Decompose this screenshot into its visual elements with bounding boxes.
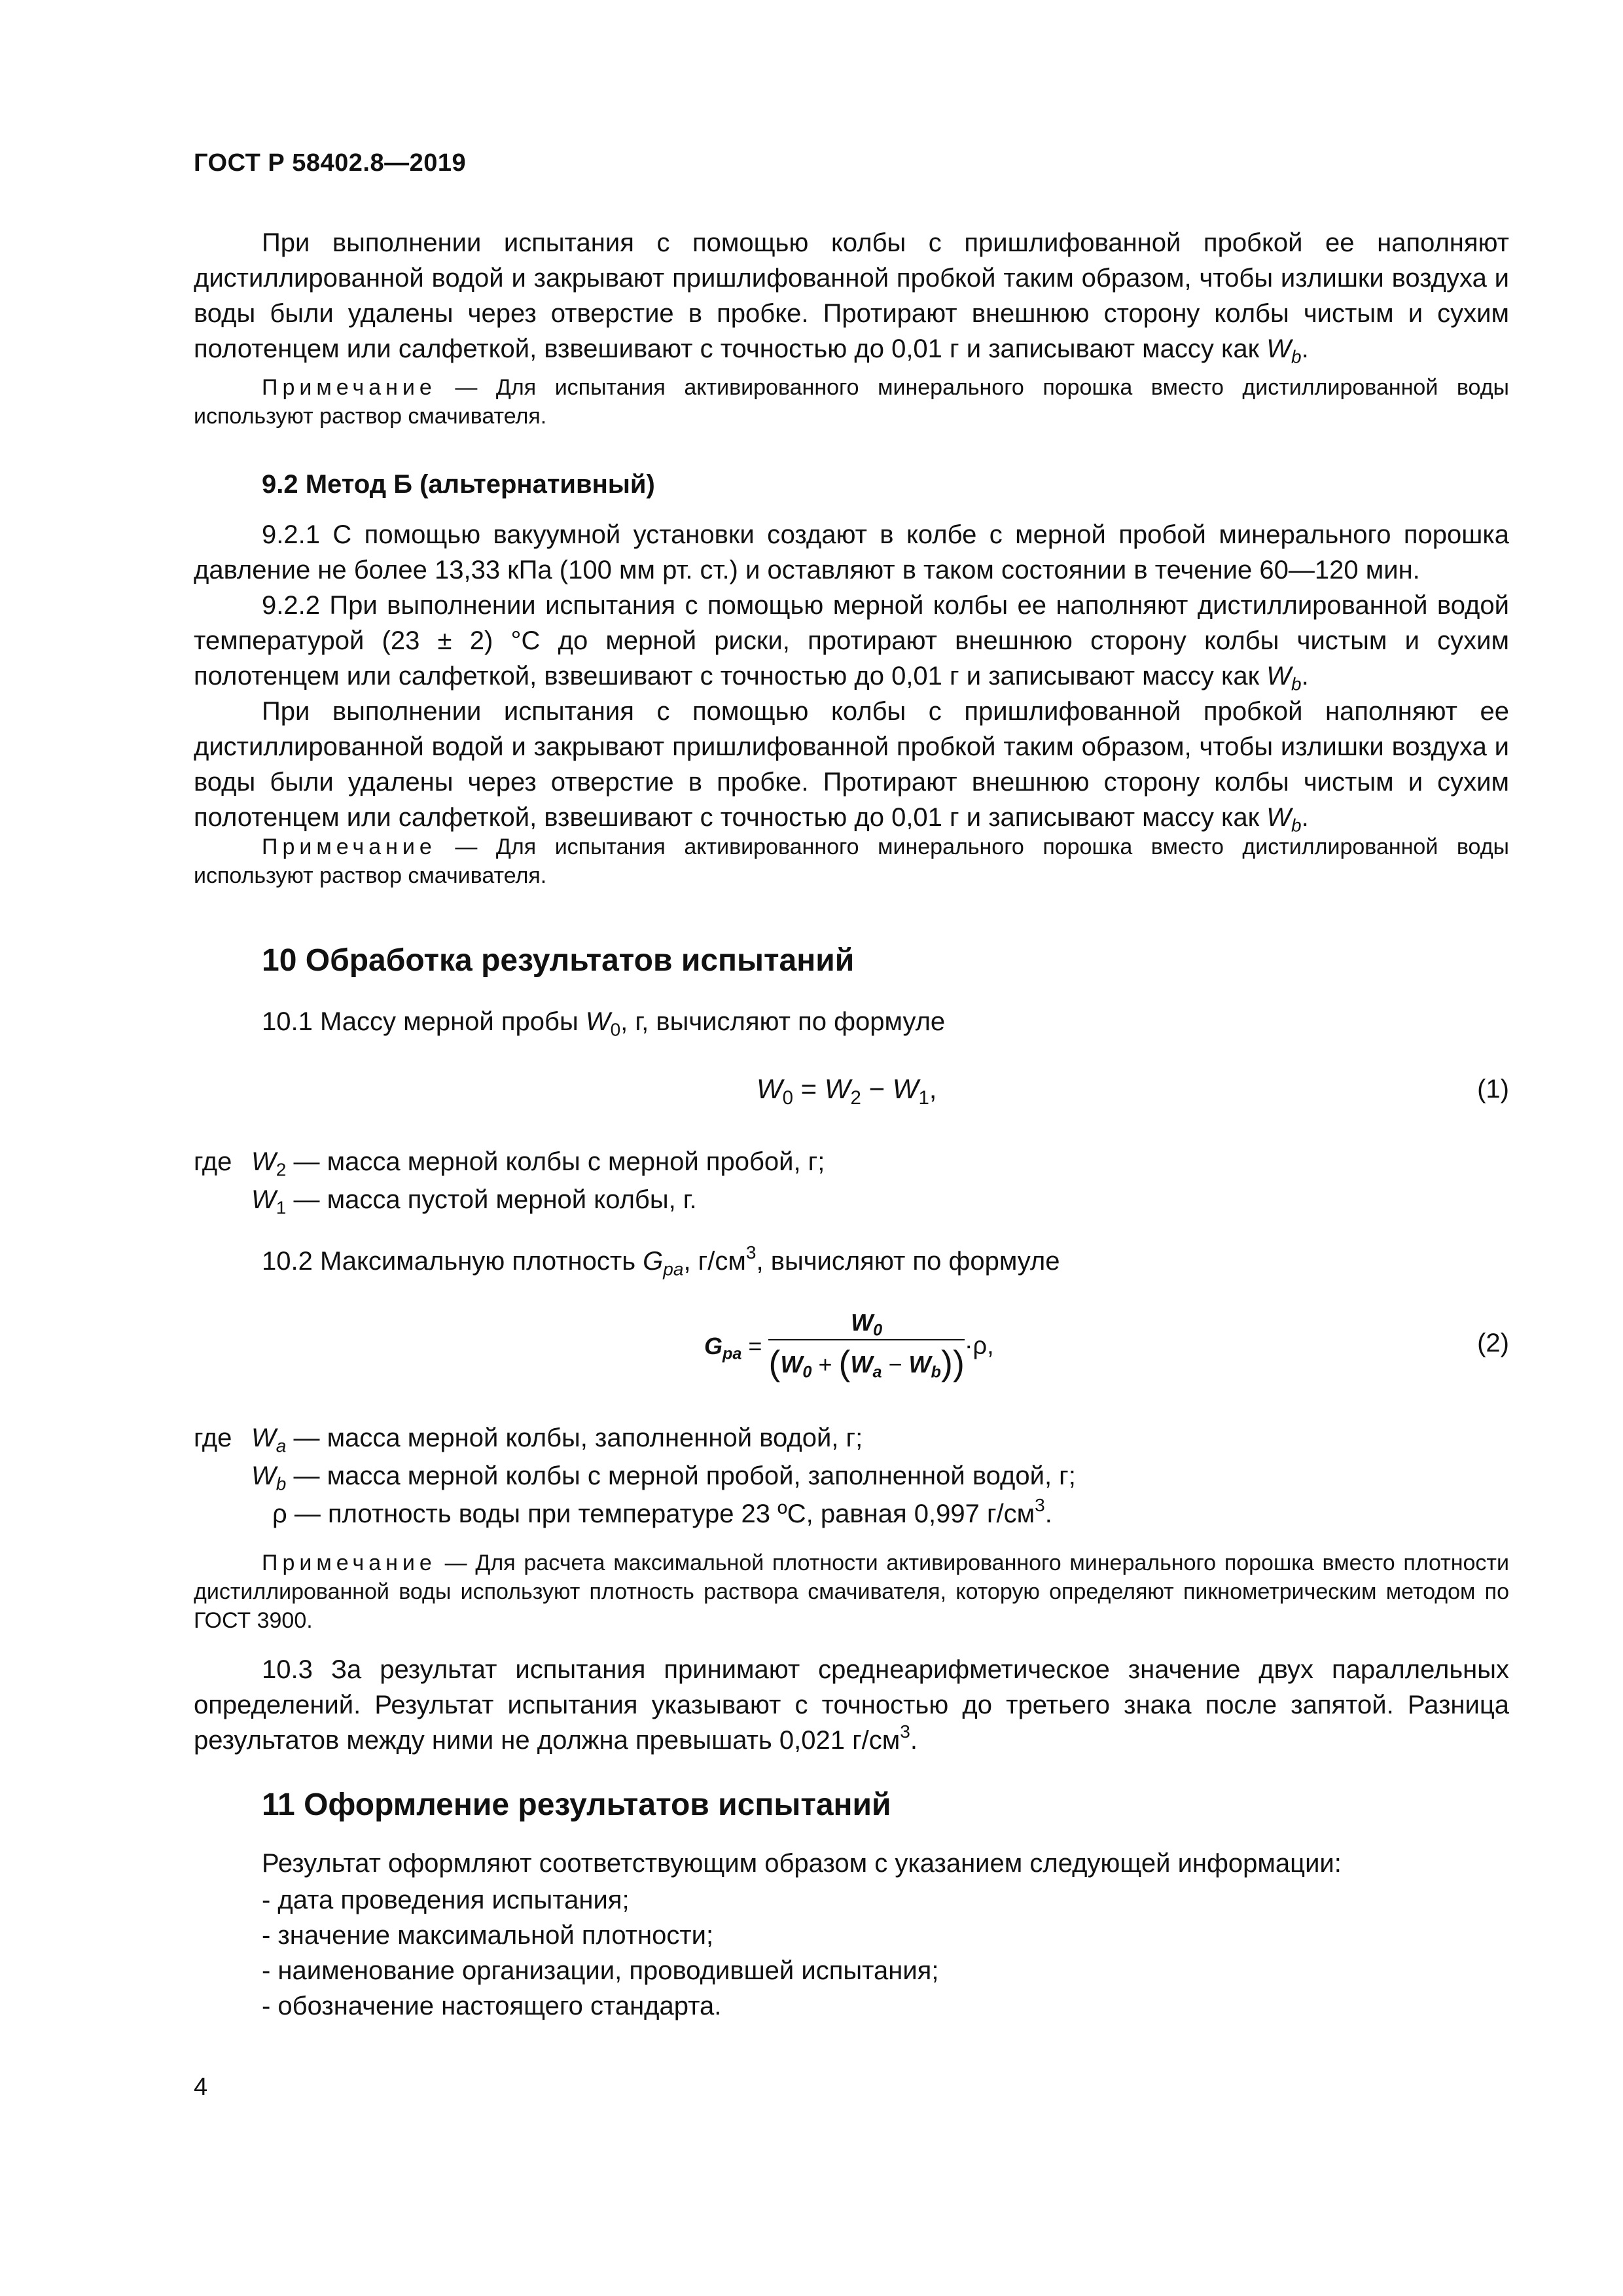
equation-1: $W_0 = W_2 - W_1$, [757,1073,937,1109]
note-2: Примечание — Для испытания активированного минерального порошка вместо дистиллированной воды используют раствор смачивателя. [194,834,1509,888]
list-item: - наименование организации, проводившей испытания; [262,1956,939,1985]
fraction: $\frac{W_0}{(W_0 + (W_a - W_b))}$ [768,1309,965,1383]
note-1: Примечание — Для испытания активированного минерального порошка вместо дистиллированной воды используют раствор смачивателя. [194,375,1509,429]
section-11-title: 11 Оформление результатов испытаний [262,1787,891,1822]
paragraph-9-2-2: 9.2.2 При выполнении испытания с помощью мерной колбы ее наполняют дистиллированной водой температурой (23 ± 2) °С до мерной риски, протирают внешнюю сторону колбы чистым и сухим полотенцем или салфеткой, взвешивают с точностью до 0,01 г и записывают массу как $W_b$. [194,591,1509,694]
definition-wb: $W_b$ — масса мерной колбы с мерной пробой, заполненной водой, г; [251,1462,1076,1494]
paragraph-9-2-1: 9.2.1 С помощью вакуумной установки создают в колбе с мерной пробой минерального порошка давление не более 13,33 кПа (100 мм рт. ст.) и оставляют в таком состоянии в течение 60—120 мин. [194,520,1509,584]
note-3: Примечание — Для расчета максимальной плотности активированного минерального порошка вместо плотности дистиллированной воды используют плотность раствора смачивателя, которую определяют пикнометрическим методом по ГОСТ 3900. [194,1551,1509,1633]
equation-2: $G_{pa}$ = $\frac{W_0}{(W_0 + (W_a - W_b))}$ ·ρ, [704,1309,994,1383]
section-10-title: 10 Обработка результатов испытаний [262,943,855,978]
paragraph-ground-stopper-2: При выполнении испытания с помощью колбы с пришлифованной пробкой наполняют ее дистиллированной водой и закрывают пришлифованной пробкой таким образом, чтобы излишки воздуха и воды были удалены через отверстие в пробке. Протирают внешнюю сторону колбы чистым и сухим полотенцем или салфеткой, взвешивают с точностью до 0,01 г и записывают массу как $W_b$. [194,697,1509,836]
definition-w1: $W_1$ — масса пустой мерной колбы, г. [251,1185,697,1218]
definition-w2: где $W_2$ — масса мерной колбы с мерной пробой, г; [194,1147,825,1180]
paragraph-10-1: 10.1 Массу мерной пробы $W_0$, г, вычисляют по формуле [262,1007,946,1040]
document-id: ГОСТ Р 58402.8—2019 [194,149,467,177]
list-item: - значение максимальной плотности; [262,1921,714,1950]
list-item: - обозначение настоящего стандарта. [262,1992,722,2020]
page-number: 4 [194,2073,208,2101]
paragraph-10-3: 10.3 За результат испытания принимают среднеарифметическое значение двух параллельных определений. Результат испытания указывают с точностью до третьего знака после запятой. Разница результатов между ними не должна превышать 0,021 $г/см^3$. [194,1655,1509,1755]
paragraph-11-intro: Результат оформляют соответствующим образом с указанием следующей информации: [262,1849,1342,1878]
equation-2-number: (2) [1477,1329,1509,1357]
section-9-2-title: 9.2 Метод Б (альтернативный) [262,470,655,499]
definition-wa: где $W_a$ — масса мерной колбы, заполненной водой, г; [194,1424,863,1456]
paragraph-10-2: 10.2 Максимальную плотность $G_{pa}$, $г/см^3$, вычисляют по формуле [262,1242,1060,1280]
paragraph-text: При выполнении испытания с помощью колбы с пришлифованной пробкой ее наполняют дистиллированной водой и закрывают пришлифованной пробкой таким образом, чтобы излишки воздуха и воды были удалены через отверстие в пробке. Протирают внешнюю сторону колбы чистым и сухим полотенцем или салфеткой, взвешивают с точностью до 0,01 г и записывают массу как [194,228,1509,363]
note-label: Примечание [262,375,437,400]
paragraph-ground-stopper-1: При выполнении испытания с помощью колбы с пришлифованной пробкой ее наполняют дистиллированной водой и закрывают пришлифованной пробкой таким образом, чтобы излишки воздуха и воды были удалены через отверстие в пробке. Протирают внешнюю сторону колбы чистым и сухим полотенцем или салфеткой, взвешивают с точностью до 0,01 г и записывают массу как $W_b$. [194,228,1509,367]
definition-rho: ρ — плотность воды при температуре 23 ºС, равная 0,997 $г/см^3$. [272,1495,1052,1528]
result-info-list [262,1882,938,2024]
list-item: - дата проведения испытания; [262,1886,630,1914]
equation-1-number: (1) [1477,1075,1509,1103]
